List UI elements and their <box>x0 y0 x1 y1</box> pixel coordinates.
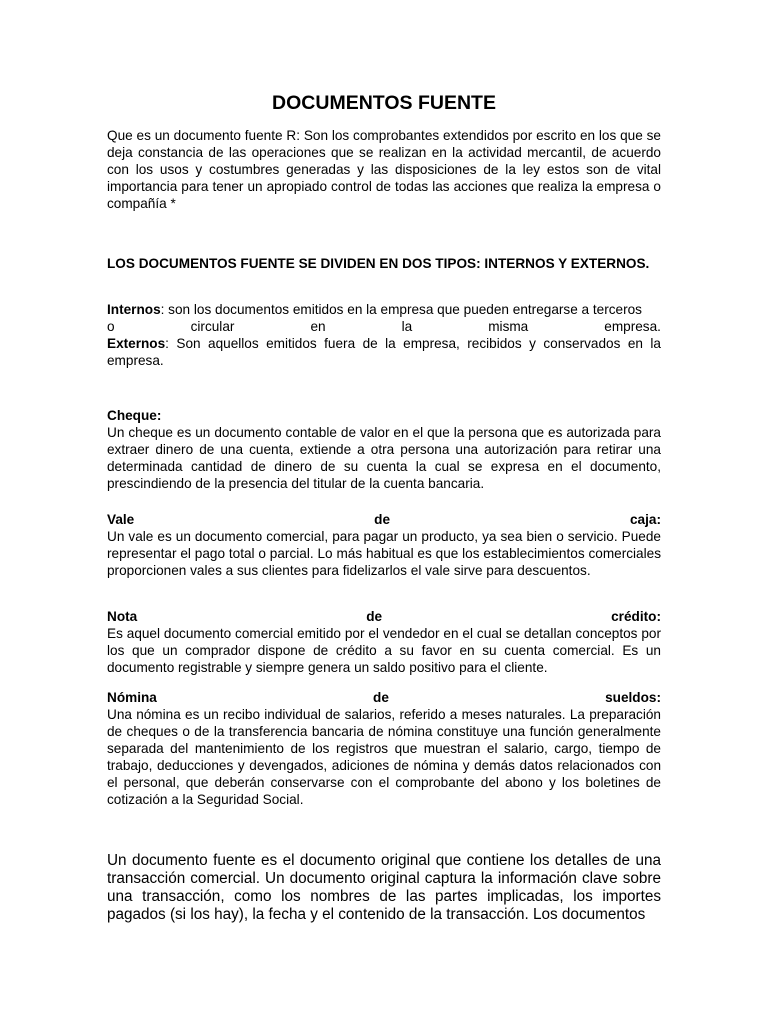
nota-section <box>107 608 661 676</box>
nota-heading-word: Nota <box>107 609 138 624</box>
externos-label: Externos <box>107 336 166 351</box>
nomina-heading <box>107 689 661 706</box>
closing-paragraph: Un documento fuente es el documento original que contiene los detalles de una transacción comercial. Un documento original captura la información clave sobre una transacción, como los nombres de las partes implicadas, los importes pagados (si los hay), la fecha y el contenido de la transacción. Los documentos <box>107 852 661 923</box>
intro-paragraph: Que es un documento fuente R: Son los comprobantes extendidos por escrito en los que se deja constancia de las operaciones que se realizan en la actividad mercantil, de acuerdo con los usos y costumbres generadas y las disposiciones de la ley estos son de vital importancia para tener un apropiado control de todas las acciones que realiza la empresa o compañía * <box>107 128 661 211</box>
cheque-section <box>107 407 661 492</box>
page-title: DOCUMENTOS FUENTE <box>272 92 496 114</box>
nota-heading-word: de <box>366 609 383 624</box>
nomina-text: Una nómina es un recibo individual de salarios, referido a meses naturales. La preparación de cheques o de la transferencia bancaria de nómina constituye una función generalmente separada del mantenimiento de los registros que muestran el salario, cargo, tiempo de trabajo, deducciones y devengados, adiciones de nómina y demás datos relacionados con el personal, que deberán conservarse con el comprobante del abono y los boletines de cotización a la Seguridad Social. <box>107 707 661 807</box>
types-heading: LOS DOCUMENTOS FUENTE SE DIVIDEN EN DOS TIPOS: INTERNOS Y EXTERNOS. <box>107 256 650 271</box>
vale-heading-word: caja: <box>630 512 661 527</box>
nota-heading <box>107 608 661 625</box>
nomina-heading-word: Nómina <box>107 690 157 705</box>
internos-word: la <box>401 319 413 334</box>
vale-section <box>107 511 661 579</box>
nomina-heading-word: sueldos: <box>605 690 661 705</box>
internos-line <box>107 301 661 318</box>
vale-heading <box>107 511 661 528</box>
internos-word: misma <box>488 319 529 334</box>
internos-text: : son los documentos emitidos en la empresa que pueden entregarse a terceros <box>160 302 642 317</box>
vale-heading-word: Vale <box>107 512 135 527</box>
types-section <box>107 301 661 369</box>
internos-word: o <box>107 319 115 334</box>
nomina-section <box>107 689 661 808</box>
internos-word: en <box>310 319 326 334</box>
externos-text: : Son aquellos emitidos fuera de la empresa, recibidos y conservados en la empresa. <box>107 336 661 368</box>
internos-label: Internos <box>107 302 161 317</box>
internos-word: circular <box>190 319 235 334</box>
externos-paragraph <box>107 335 661 369</box>
vale-heading-word: de <box>374 512 391 527</box>
nomina-heading-word: de <box>373 690 389 705</box>
cheque-heading: Cheque: <box>107 408 162 423</box>
cheque-text: Un cheque es un documento contable de valor en el que la persona que es autorizada para extraer dinero de una cuenta, extiende a otra persona una autorización para retirar una determinada cantidad de dinero de su cuenta la cual se expresa en el documento, prescindiendo de la presencia del titular de la cuenta bancaria. <box>107 425 661 491</box>
internos-line-2 <box>107 318 661 335</box>
internos-word: empresa. <box>604 319 661 334</box>
nota-text: Es aquel documento comercial emitido por el vendedor en el cual se detallan conceptos por los que un comprador dispone de crédito a su favor en su cuenta comercial. Es un documento registrable y siempre genera un saldo positivo para el cliente. <box>107 626 661 675</box>
nota-heading-word: crédito: <box>611 609 661 624</box>
vale-text: Un vale es un documento comercial, para pagar un producto, ya sea bien o servicio. Puede representar el pago total o parcial. Lo más habitual es que los establecimientos comerciales proporcionen vales a sus clientes para fidelizarlos el vale sirve para descuentos. <box>107 529 661 578</box>
